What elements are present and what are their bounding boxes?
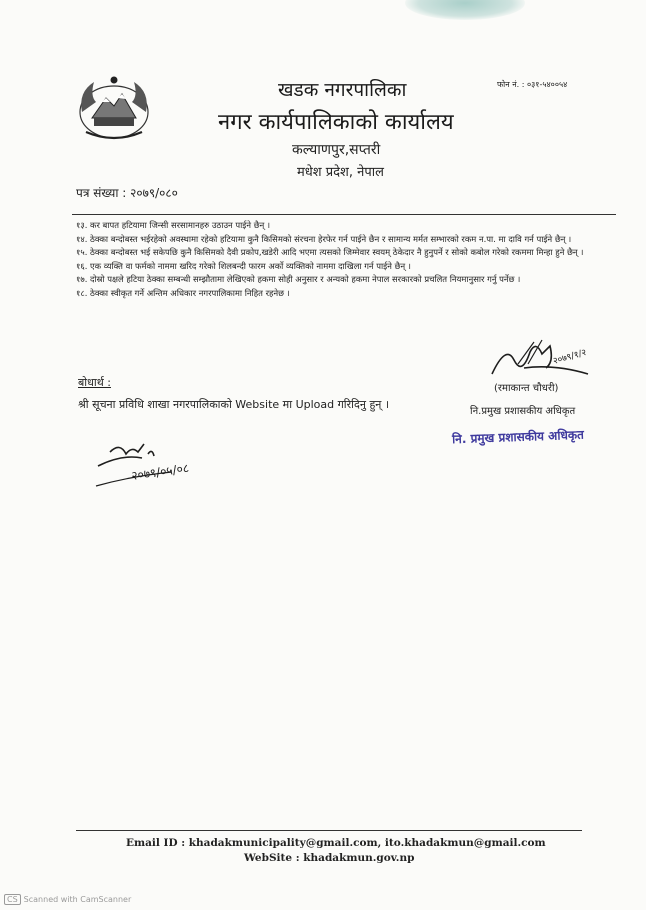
term-item: १५. ठेक्का बन्दोबस्त भई सकेपछि कुनै किसिमको दैवी प्रकोप,खडेरी आदि भएमा त्यसको जिम्मेवार स्वयम् ठेकेदार नै हुनुपर्ने र सोको कबोल गरेको रकममा मिन्हा हुने छैन् । [76,247,584,257]
terms-list [76,219,606,300]
term-item: १६. एक व्यक्ति वा फर्मको नाममा खरिद गरेको शिलबन्दी फारम अर्को व्यक्तिको नाममा दाखिला गर्न पाईने छैन् । [76,260,411,271]
footer-email: Email ID : khadakmunicipality@gmail.com, ito.khadakmun@gmail.com [126,837,546,849]
office-location: कल्याणपुर,सप्तरी [292,142,381,158]
officer-signature-date: २०७९/१/२ [552,347,588,367]
camscanner-icon: CS [4,894,21,905]
term-item: १४. ठेक्का बन्दोबस्त भईरहेको अवस्थामा रहेको हटियामा कुनै किसिमको संरचना हेरफेर गर्न पाईने छैन र सामान्य मर्मत सम्भारको रकम न.पा. मा दावि गर्न पाईने छैन् । [76,233,572,244]
bodharth-instruction: श्री सूचना प्रविधि शाखा नगरपालिकाको Website मा Upload गरिदिनु हुन् । [78,398,390,411]
receiver-signature-date: २०७९/०५/०८ [130,461,190,483]
scanner-text: Scanned with CamScanner [23,895,132,904]
signatory-title: नि.प्रमुख प्रशासकीय अधिकृत [470,406,576,417]
bodharth-label: बोधार्थ : [78,376,111,389]
officer-signature [484,334,604,380]
term-item: १७. दोस्रो पक्षले हटिया ठेक्का सम्बन्धी सम्झौतामा लेखिएको हकमा सोही अनुसार र अन्यको हकमा नेपाल सरकारको प्रचलित नियमानुसार गर्नु पर्नेछ । [76,274,521,284]
signatory-name: (रमाकान्त चौधरी) [494,383,559,394]
term-item: १८. ठेक्का स्वीकृत गर्ने अन्तिम अधिकार नगरपालिकामा निहित रहनेछ । [76,287,290,298]
footer-divider [76,830,582,831]
header-divider [72,214,616,215]
letter-number: पत्र संख्या : २०७९/०८० [76,186,178,200]
office-province: मधेश प्रदेश, नेपाल [297,165,384,180]
nepal-emblem-icon [72,72,156,144]
municipality-name: खडक नगरपालिका [278,79,407,101]
receiver-signature [92,436,252,496]
top-edge-mark [405,0,525,20]
phone-number: फोन नं. : ०३१-५४००५४ [497,80,568,89]
scanner-watermark [4,894,131,905]
office-name: नगर कार्यपालिकाको कार्यालय [218,110,454,135]
designation-stamp: नि. प्रमुख प्रशासकीय अधिकृत [451,427,585,447]
term-item: १३. कर बापत हटियामा जिन्सी सरसामानहरु उठाउन पाईने छैन् । [76,220,271,230]
footer-website: WebSite : khadakmun.gov.np [244,852,415,864]
